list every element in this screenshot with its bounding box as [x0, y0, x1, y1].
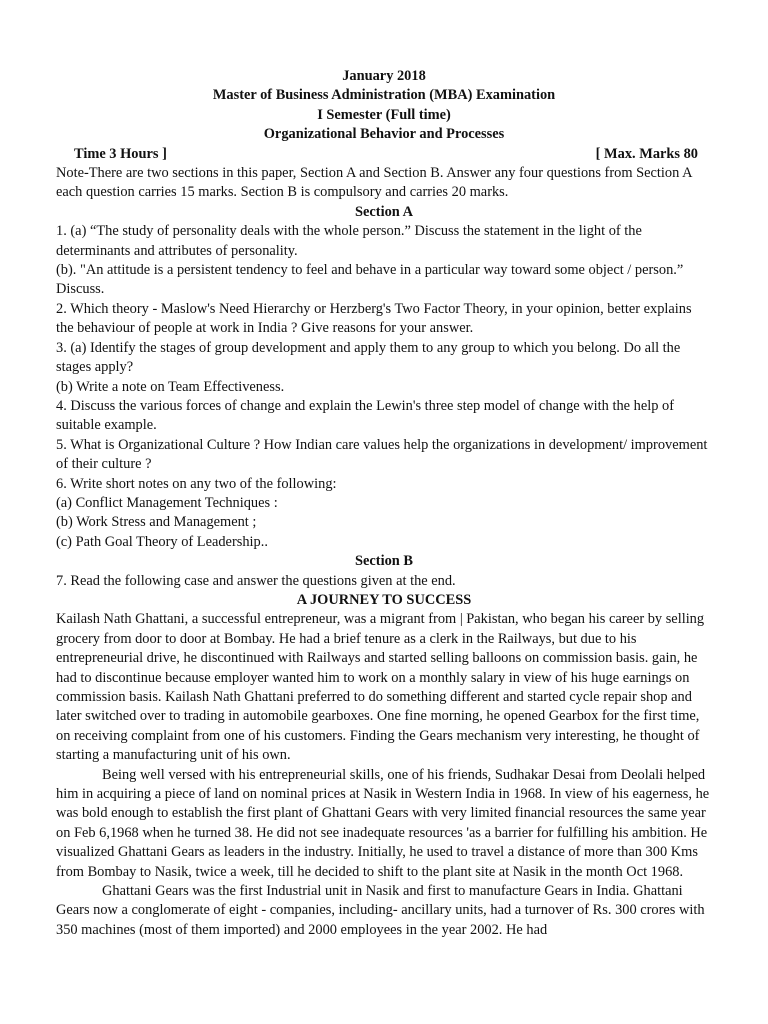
question-line: (a) Conflict Management Techniques :: [56, 494, 278, 511]
case-paragraph: Being well versed with his entrepreneurial skills, one of his friends, Sudhakar Desai from Deolali helped him in acquiring a piece of land on nominal prices at Nasik in Western India in 1968. In view of his eagerness, he was bold enough to establish the first plant of Ghattani Gears with very limited financial resources the same year on Feb 6,1968 when he turned 38. He did not see inadequate resources 'as a barrier for fulfilling his ambition. He visualized Ghattani Gears as leaders in the industry. Initially, he used to travel a distance of more than 300 Kms from Bombay to Nasik, twice a week, till he decided to shift to the plant site at Nasik in the month Oct 1968.: [56, 766, 710, 880]
exam-title: Master of Business Administration (MBA) Examination: [212, 87, 556, 104]
section-a-heading: Section A: [355, 203, 413, 220]
exam-date: January 2018: [342, 68, 426, 84]
case-study-title: A JOURNEY TO SUCCESS: [296, 591, 472, 608]
time-marks-row: [56, 145, 712, 164]
question-line: 6. Write short notes on any two of the following:: [56, 475, 337, 492]
semester-label: I Semester (Full time): [317, 106, 451, 123]
instructions-note: Note-There are two sections in this paper, Section A and Section B. Answer any four questions from Section A each question carries 15 marks. Section B is compulsory and carries 20 marks.: [56, 165, 692, 201]
question-line: (b) Write a note on Team Effectiveness.: [56, 378, 285, 395]
section-b-heading: Section B: [355, 553, 413, 570]
section-a-questions: [56, 222, 712, 552]
question-line: (b) Work Stress and Management ;: [56, 514, 257, 531]
question-line: 2. Which theory - Maslow's Need Hierarchy or Herzberg's Two Factor Theory, in your opinion, better explains the behaviour of people at work in India ? Give reasons for your answer.: [56, 300, 692, 337]
question-line: 3. (a) Identify the stages of group development and apply them to any group to which you belong. Do all the stages apply?: [56, 339, 681, 376]
case-paragraph: Ghattani Gears was the first Industrial unit in Nasik and first to manufacture Gears in India. Ghattani Gears now a conglomerate of eight - companies, including- ancillary units, had a turnover of Rs. 300 crores with 350 machines (most of them imported) and 2000 employees in the year 2002. He had: [56, 883, 705, 938]
case-paragraph: Kailash Nath Ghattani, a successful entrepreneur, was a migrant from | Pakistan, who began his career by selling grocery from door to door at Bombay. He had a brief tenure as a clerk in the Railways, but due to his entrepreneurial drive, he discontinued with Railways and started selling balloons on commission basis. gain, he had to discontinue because employer wanted him to work on a monthly salary in view of his huge earnings on commission basis. Kailash Nath Ghattani preferred to do something different and started cycle repair shop and later switched over to trading in automobile gearboxes. One fine morning, he opened Gearbox for the first time, on receiving complaint from one of his customers. Finding the Gears mechanism very interesting, he thought of starting a manufacturing unit of his own.: [56, 611, 705, 764]
section-b-intro: 7. Read the following case and answer the questions given at the end.: [56, 572, 456, 589]
question-line: 4. Discuss the various forces of change and explain the Lewin's three step model of change with the help of suitable example.: [56, 397, 675, 434]
question-line: (b). "An attitude is a persistent tendency to feel and behave in a particular way toward some object / person.” Discuss.: [56, 262, 684, 298]
question-line: 5. What is Organizational Culture ? How Indian care values help the organizations in development/ improvement of their culture ?: [56, 436, 708, 473]
question-line: 1. (a) “The study of personality deals with the whole person.” Discuss the statement in the light of the determinants and attributes of personality.: [56, 223, 642, 259]
question-line: (c) Path Goal Theory of Leadership..: [56, 533, 268, 550]
time-label: Time 3 Hours ]: [74, 145, 167, 162]
max-marks-label: [ Max. Marks 80: [595, 145, 698, 162]
subject-title: Organizational Behavior and Processes: [263, 126, 505, 143]
